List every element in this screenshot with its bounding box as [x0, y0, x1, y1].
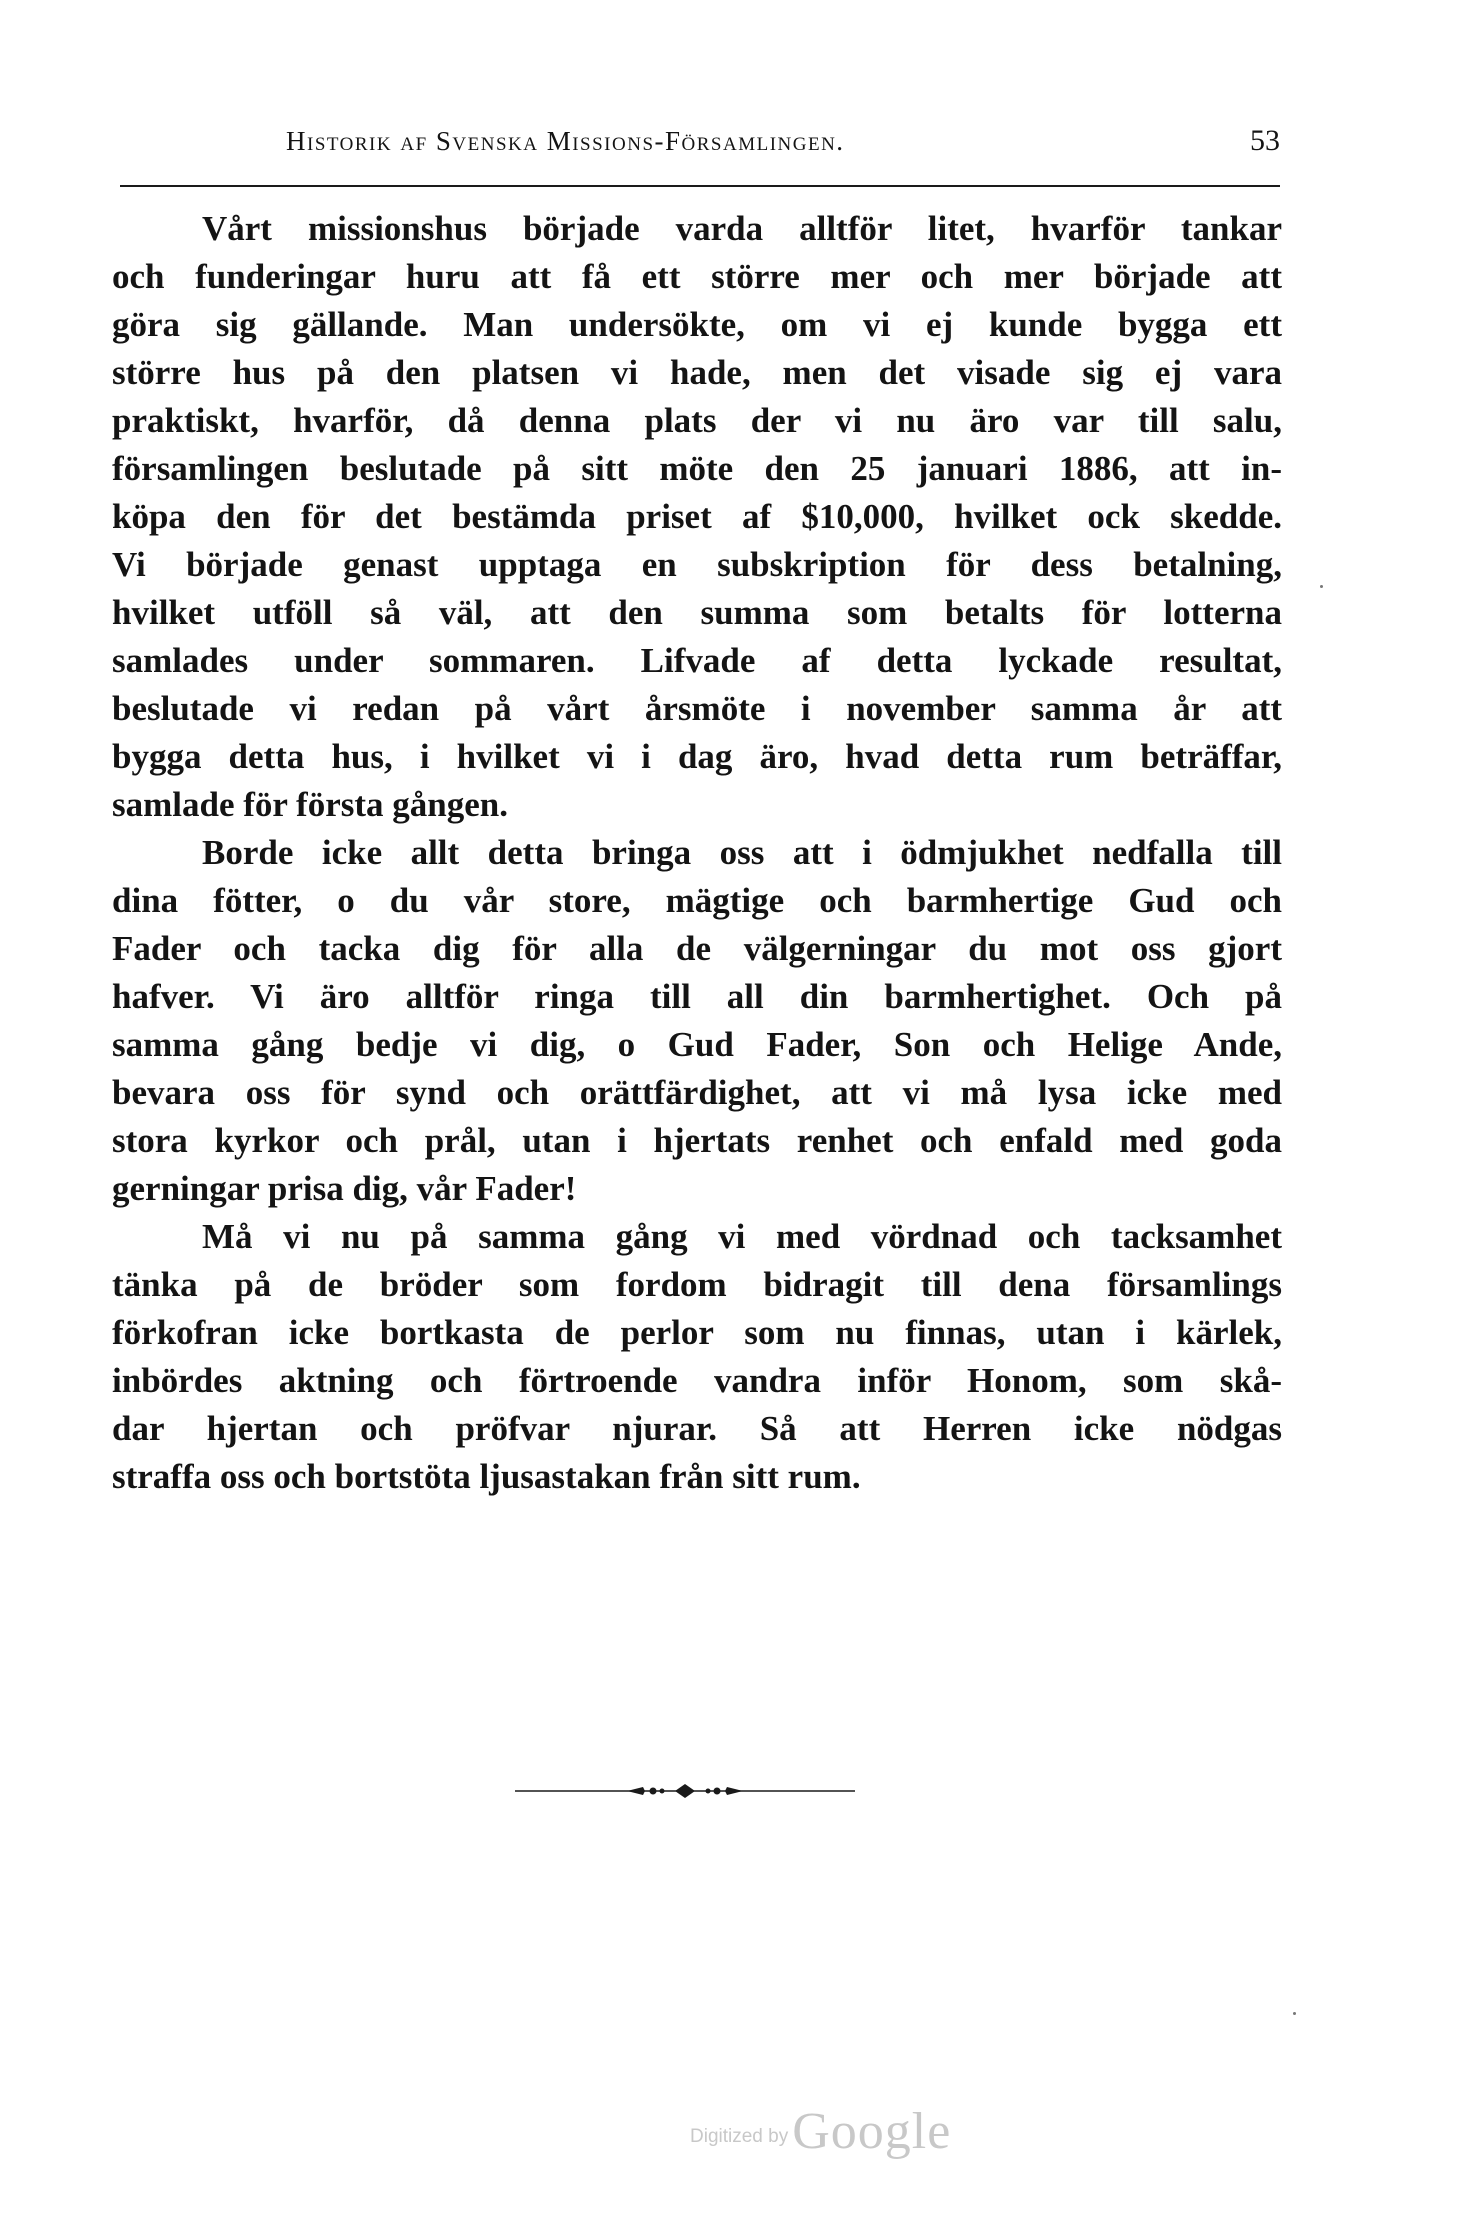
- text-line: hafver. Vi äro alltför ringa till all din barmhertighet. Och på: [112, 977, 1282, 1016]
- text-line: inbördes aktning och förtroende vandra inför Honom, som skå-: [112, 1361, 1282, 1400]
- text-line: dina fötter, o du vår store, mägtige och barmhertige Gud och: [112, 881, 1282, 920]
- text-line: gerningar prisa dig, vår Fader!: [112, 1169, 577, 1208]
- text-line: göra sig gällande. Man undersökte, om vi ej kunde bygga ett: [112, 305, 1282, 344]
- scan-speck: [1293, 2012, 1296, 2015]
- google-logo: Google: [792, 2103, 952, 2160]
- text-line: och funderingar huru att få ett större mer och mer började att: [112, 257, 1282, 296]
- text-line: församlingen beslutade på sitt möte den 25 januari 1886, att in-: [112, 449, 1282, 488]
- paragraph-1: [112, 205, 1282, 829]
- digitized-by-google-watermark: [690, 2102, 951, 2161]
- text-line: dar hjertan och pröfvar njurar. Så att Herren icke nödgas: [112, 1409, 1282, 1448]
- text-line: Vi började genast upptaga en subskription för dess betalning,: [112, 545, 1282, 584]
- text-line: bygga detta hus, i hvilket vi i dag äro, hvad detta rum beträffar,: [112, 737, 1282, 776]
- text-line: Borde icke allt detta bringa oss att i ödmjukhet nedfalla till: [202, 833, 1282, 872]
- text-line: samlade för första gången.: [112, 785, 508, 824]
- text-line: köpa den för det bestämda priset af $10,000, hvilket ock skedde.: [112, 497, 1282, 536]
- running-title: Historik af Svenska Missions-Församlingen.: [286, 126, 845, 156]
- text-line: bevara oss för synd och orättfärdighet, att vi må lysa icke med: [112, 1073, 1282, 1112]
- header-rule: [120, 185, 1280, 187]
- text-line: större hus på den platsen vi hade, men det visade sig ej vara: [112, 353, 1282, 392]
- text-line: förkofran icke bortkasta de perlor som nu finnas, utan i kärlek,: [112, 1313, 1282, 1352]
- text-line: straffa oss och bortstöta ljusastakan från sitt rum.: [112, 1457, 861, 1496]
- text-line: hvilket utföll så väl, att den summa som betalts för lotterna: [112, 593, 1282, 632]
- text-line: Fader och tacka dig för alla de välgerningar du mot oss gjort: [112, 929, 1282, 968]
- text-line: praktiskt, hvarför, då denna plats der vi nu äro var till salu,: [112, 401, 1282, 440]
- paragraph-3: [112, 1213, 1282, 1501]
- text-line: beslutade vi redan på vårt årsmöte i november samma år att: [112, 689, 1282, 728]
- text-line: samma gång bedje vi dig, o Gud Fader, Son och Helige Ande,: [112, 1025, 1282, 1064]
- text-line: tänka på de bröder som fordom bidragit till dena församlings: [112, 1265, 1282, 1304]
- scan-speck: [1320, 585, 1323, 588]
- body-text: [112, 205, 1282, 1501]
- page-number: 53: [1250, 124, 1280, 157]
- text-line: Må vi nu på samma gång vi med vördnad och tacksamhet: [202, 1217, 1282, 1256]
- running-head: [120, 124, 1280, 164]
- paragraph-2: [112, 829, 1282, 1213]
- ornament-rule-icon: [515, 1781, 855, 1801]
- text-line: stora kyrkor och prål, utan i hjertats renhet och enfald med goda: [112, 1121, 1282, 1160]
- text-line: Vårt missionshus började varda alltför litet, hvarför tankar: [202, 209, 1282, 248]
- text-line: samlades under sommaren. Lifvade af detta lyckade resultat,: [112, 641, 1282, 680]
- tailpiece-ornament: [515, 1781, 855, 1801]
- digitized-by-label: Digitized by: [690, 2126, 789, 2147]
